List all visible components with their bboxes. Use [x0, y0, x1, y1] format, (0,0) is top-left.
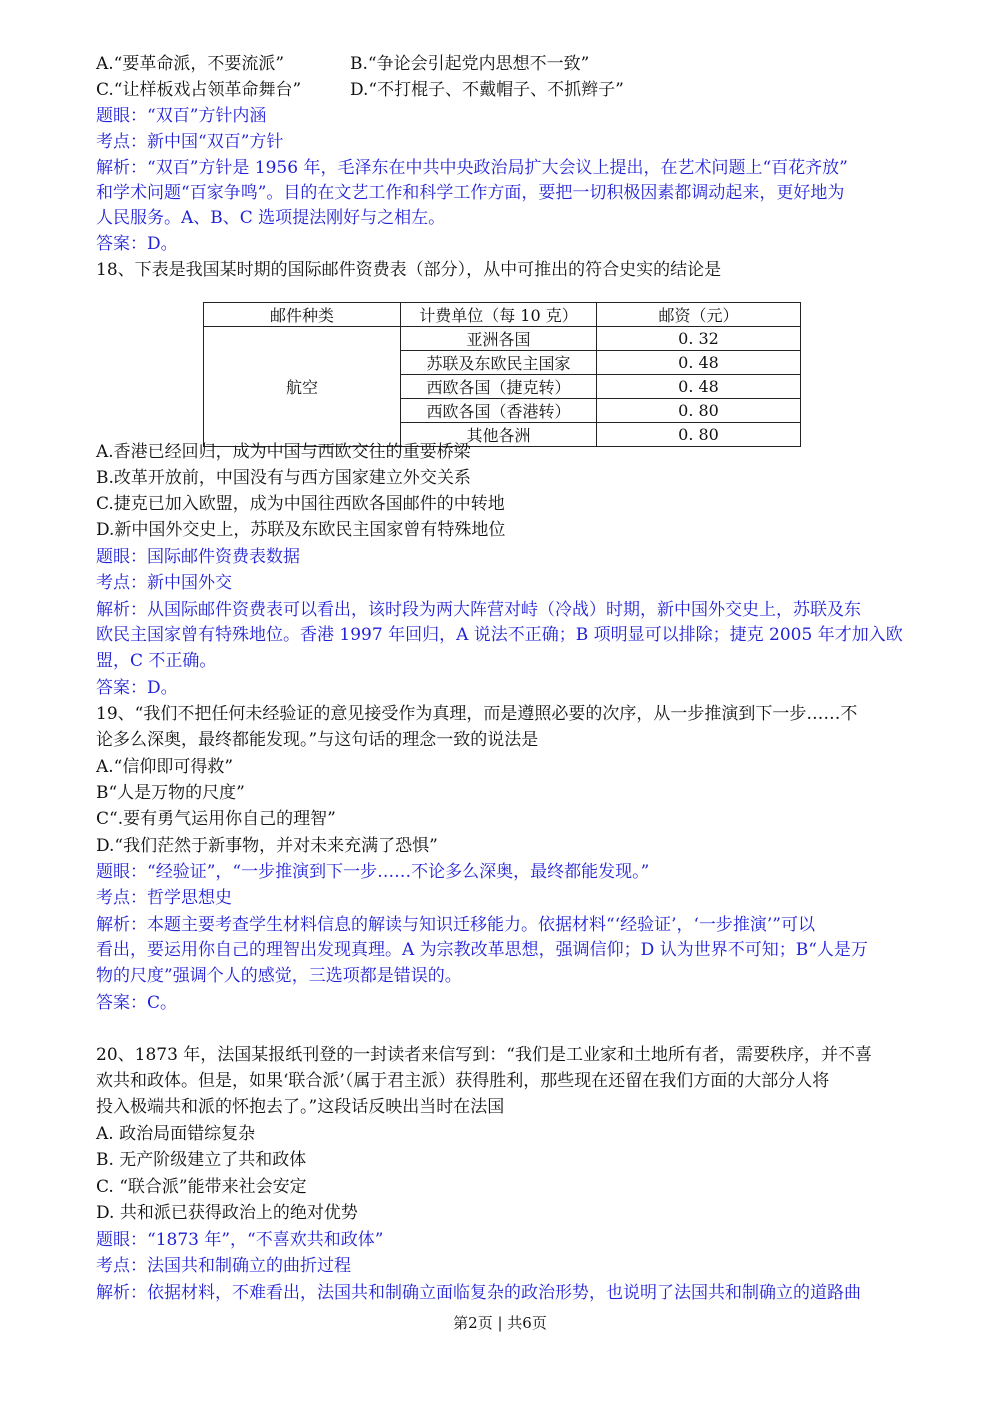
q18-option-d: D.新中国外交史上，苏联及东欧民主国家曾有特殊地位 [96, 520, 506, 540]
q17-answer: 答案：D。 [96, 234, 178, 254]
q19-kaodian: 考点：哲学思想史 [96, 888, 232, 908]
q20-tiyan: 题眼：“1873 年”，“不喜欢共和政体” [96, 1230, 384, 1250]
q18-option-c: C.捷克已加入欧盟，成为中国往西欧各国邮件的中转地 [96, 494, 505, 514]
table-cell-region: 亚洲各国 [401, 327, 597, 351]
q19-jiexi-line3: 物的尺度”强调个人的感觉，三选项都是错误的。 [96, 966, 462, 986]
q20-stem-line2: 欢共和政体。但是，如果‘联合派’（属于君主派）获得胜利，那些现在还留在我们方面的大部分人将 [96, 1071, 830, 1091]
q18-option-a: A.香港已经回归，成为中国与西欧交往的重要桥梁 [96, 442, 471, 462]
postage-table [203, 302, 801, 447]
q17-jiexi-line1: 解析：“双百”方针是 1956 年，毛泽东在中共中央政治局扩大会议上提出，在艺术问题上“百花齐放” [96, 158, 848, 178]
q17-jiexi-line2: 和学术问题“百家争鸣”。目的在文艺工作和科学工作方面，要把一切积极因素都调动起来，更好地为 [96, 183, 845, 203]
q17-option-d: D.“不打棍子、不戴帽子、不抓辫子” [350, 80, 624, 100]
q20-jiexi-line1: 解析：依据材料，不难看出，法国共和制确立面临复杂的政治形势，也说明了法国共和制确立的道路曲 [96, 1283, 861, 1303]
q17-jiexi-line3: 人民服务。A、B、C 选项提法刚好与之相左。 [96, 208, 446, 228]
q20-option-a: A. 政治局面错综复杂 [96, 1124, 256, 1144]
q19-stem-line1: 19、“我们不把任何未经验证的意见接受作为真理，而是遵照必要的次序，从一步推演到下一步……不 [96, 704, 858, 724]
q20-kaodian: 考点：法国共和制确立的曲折过程 [96, 1256, 351, 1276]
table-cell-price: 0. 48 [597, 375, 801, 399]
q19-answer: 答案：C。 [96, 993, 178, 1013]
q20-option-c: C. “联合派”能带来社会安定 [96, 1177, 307, 1197]
page-footer: 第2页 | 共6页 [453, 1314, 547, 1332]
q17-kaodian: 考点：新中国“双百”方针 [96, 132, 284, 152]
q19-option-d: D.“我们茫然于新事物，并对未来充满了恐惧” [96, 836, 438, 856]
q18-jiexi-line3: 盟，C 不正确。 [96, 651, 217, 671]
q19-option-c: C“.要有勇气运用你自己的理智” [96, 809, 336, 829]
q18-answer: 答案：D。 [96, 678, 178, 698]
q17-option-a: A.“要革命派，不要流派” [96, 54, 285, 74]
q20-stem-line3: 投入极端共和派的怀抱去了。”这段话反映出当时在法国 [96, 1097, 505, 1117]
table-header-row [204, 303, 801, 327]
table-row [204, 327, 801, 351]
q20-option-b: B. 无产阶级建立了共和政体 [96, 1150, 307, 1170]
q19-option-b: B“人是万物的尺度” [96, 783, 245, 803]
q19-option-a: A.“信仰即可得救” [96, 757, 234, 777]
q19-stem-line2: 论多么深奥，最终都能发现。”与这句话的理念一致的说法是 [96, 730, 539, 750]
table-cell-region: 苏联及东欧民主国家 [401, 351, 597, 375]
q19-tiyan: 题眼：“经验证”，“一步推演到下一步……不论多么深奥，最终都能发现。” [96, 862, 650, 882]
q18-kaodian: 考点：新中国外交 [96, 573, 232, 593]
table-header: 邮件种类 [204, 303, 401, 327]
table-header: 计费单位（每 10 克） [401, 303, 597, 327]
q18-option-b: B.改革开放前，中国没有与西方国家建立外交关系 [96, 468, 471, 488]
q18-jiexi-line2: 欧民主国家曾有特殊地位。香港 1997 年回归，A 说法不正确；B 项明显可以排除；捷克 2005 年才加入欧 [96, 625, 903, 645]
table-cell-region: 其他各洲 [401, 423, 597, 447]
q18-stem: 18、下表是我国某时期的国际邮件资费表（部分），从中可推出的符合史实的结论是 [96, 260, 722, 280]
q20-stem-line1: 20、1873 年，法国某报纸刊登的一封读者来信写到：“我们是工业家和土地所有者，需要秩序，并不喜 [96, 1045, 872, 1065]
q17-option-c: C.“让样板戏占领革命舞台” [96, 80, 302, 100]
table-cell-price: 0. 80 [597, 423, 801, 447]
q19-jiexi-line1: 解析：本题主要考查学生材料信息的解读与知识迁移能力。依据材料“‘经验证’，‘一步推演’”可以 [96, 915, 815, 935]
q20-option-d: D. 共和派已获得政治上的绝对优势 [96, 1203, 358, 1223]
table-cell-category: 航空 [204, 327, 401, 447]
table-cell-price: 0. 48 [597, 351, 801, 375]
q18-tiyan: 题眼：国际邮件资费表数据 [96, 547, 300, 567]
table-cell-price: 0. 80 [597, 399, 801, 423]
table-cell-region: 西欧各国（捷克转） [401, 375, 597, 399]
table-header: 邮资（元） [597, 303, 801, 327]
table-cell-region: 西欧各国（香港转） [401, 399, 597, 423]
q18-jiexi-line1: 解析：从国际邮件资费表可以看出，该时段为两大阵营对峙（冷战）时期，新中国外交史上，苏联及东 [96, 600, 861, 620]
q17-option-b: B.“争论会引起党内思想不一致” [350, 54, 590, 74]
q17-tiyan: 题眼：“双百”方针内涵 [96, 106, 267, 126]
q19-jiexi-line2: 看出，要运用你自己的理智出发现真理。A 为宗教改革思想，强调信仰；D 认为世界不可知；B“人是万 [96, 940, 868, 960]
table-cell-price: 0. 32 [597, 327, 801, 351]
